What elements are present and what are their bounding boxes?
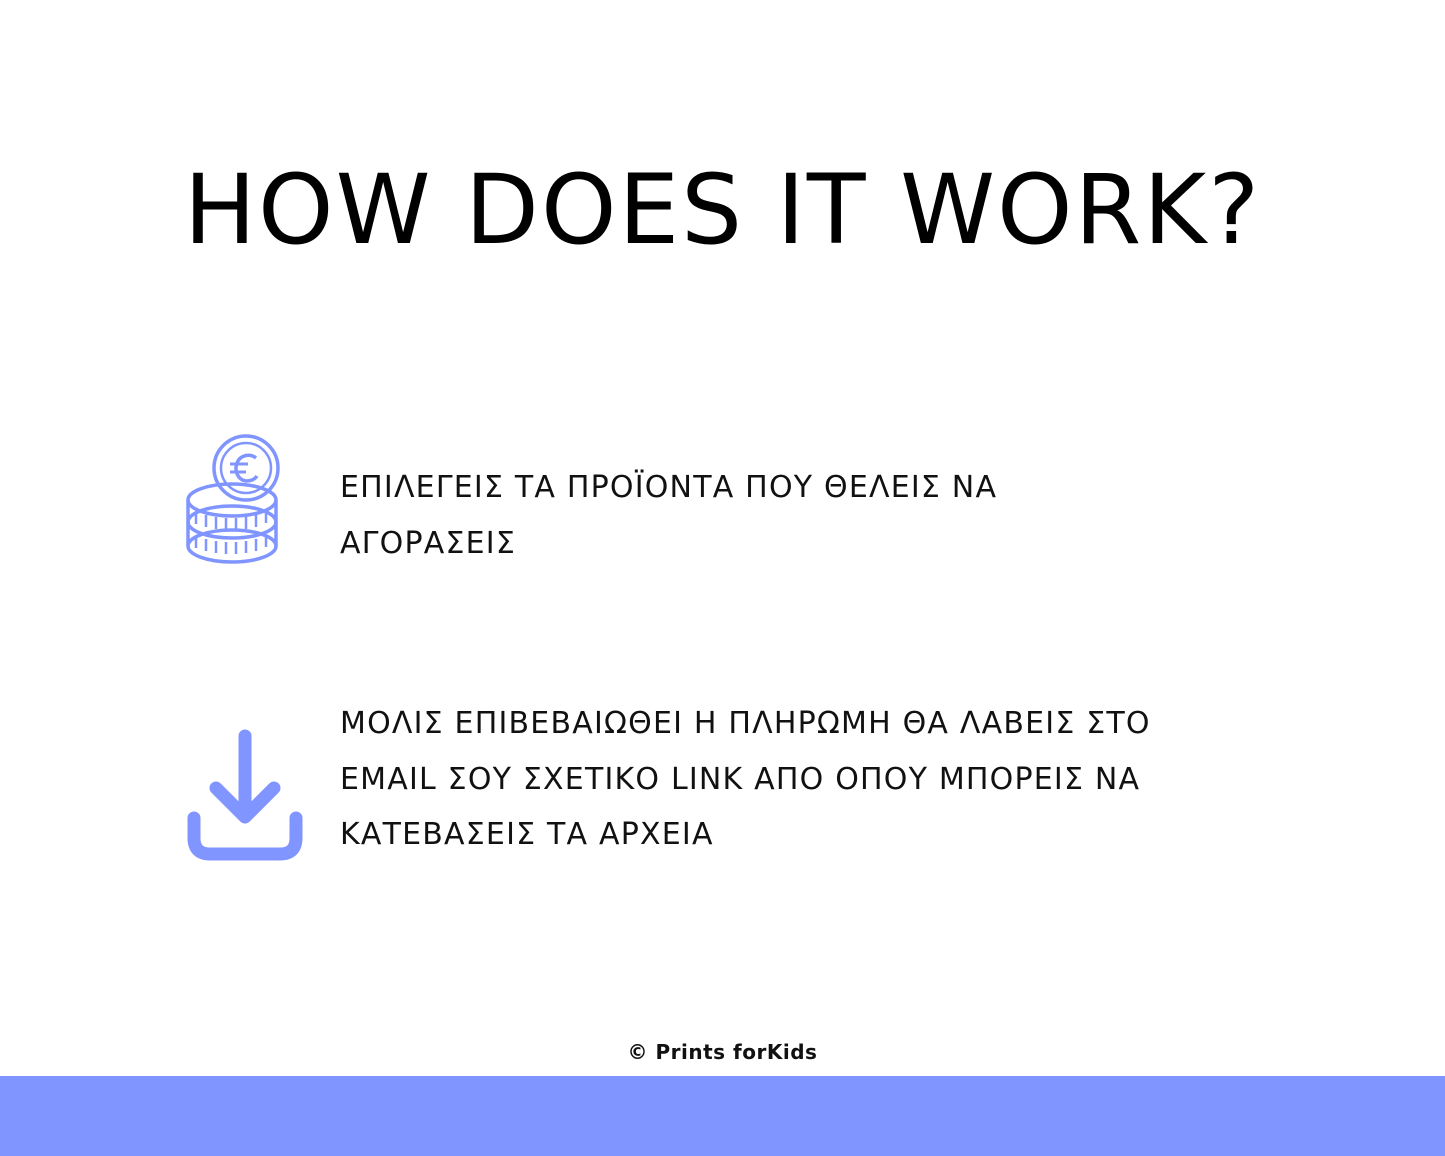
list-item bbox=[150, 420, 1330, 576]
list-item-label: ΜΟΛΙΣ ΕΠΙΒΕΒΑΙΩΘΕΙ Η ΠΛΗΡΩΜΗ ΘΑ ΛΑΒΕΙΣ ΣΤΟ EMAIL ΣΟΥ ΣΧΕΤΙΚΟ LINK ΑΠΟ ΟΠΟΥ ΜΠΟΡΕΙΣ ΝΑ ΚΑΤΕΒΑΣΕΙΣ ΤΑ ΑΡΧΕΙΑ bbox=[340, 706, 1151, 852]
footer-credit: © Prints forKids bbox=[627, 1040, 818, 1064]
list-item-label: ΕΠΙΛΕΓΕΙΣ ΤΑ ΠΡΟΪΟΝΤΑ ΠΟΥ ΘΕΛΕΙΣ ΝΑ ΑΓΟΡΑΣΕΙΣ bbox=[340, 470, 998, 561]
steps-list bbox=[150, 420, 1330, 986]
page-title: HOW DOES IT WORK? bbox=[183, 154, 1262, 266]
list-item bbox=[150, 696, 1330, 866]
euro-coins-icon bbox=[150, 420, 340, 576]
bottom-accent-bar bbox=[0, 1076, 1445, 1156]
download-icon bbox=[150, 696, 340, 866]
